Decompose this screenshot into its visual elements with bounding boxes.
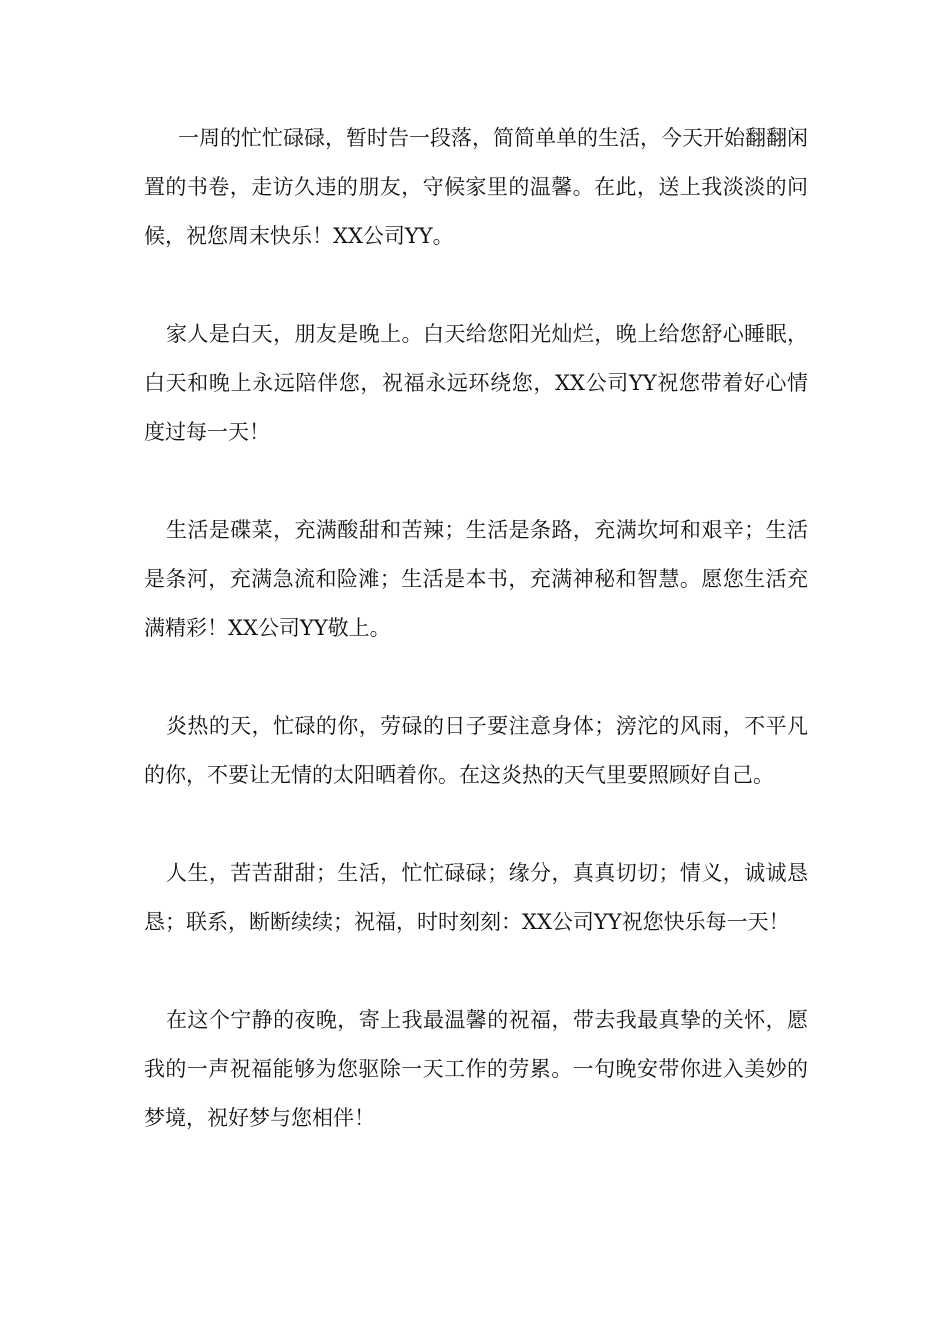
paragraph-spacer xyxy=(144,947,808,996)
paragraph-3: 生活是碟菜，充满酸甜和苦辣；生活是条路，充满坎坷和艰辛；生活是条河，充满急流和险滩；生活是本书，充满神秘和智慧。愿您生活充满精彩！XX公司YY敬上。 xyxy=(144,518,808,640)
paragraph-spacer xyxy=(144,457,808,506)
paragraph-spacer xyxy=(144,261,808,310)
paragraph-spacer xyxy=(144,800,808,849)
paragraph-2: 家人是白天，朋友是晚上。白天给您阳光灿烂，晚上给您舒心睡眠，白天和晚上永远陪伴您，祝福永远环绕您，XX公司YY祝您带着好心情度过每一天！ xyxy=(144,322,808,444)
paragraph-4: 炎热的天，忙碌的你，劳碌的日子要注意身体；滂沱的风雨，不平凡的你，不要让无情的太阳晒着你。在这炎热的天气里要照顾好自己。 xyxy=(144,714,808,787)
document-body xyxy=(144,114,808,1143)
paragraph-1: 一周的忙忙碌碌，暂时告一段落，简简单单的生活，今天开始翻翻闲置的书卷，走访久违的朋友，守候家里的温馨。在此，送上我淡淡的问候，祝您周末快乐！XX公司YY。 xyxy=(144,126,808,248)
paragraph-5: 人生，苦苦甜甜；生活，忙忙碌碌；缘分，真真切切；情义，诚诚恳恳；联系，断断续续；祝福，时时刻刻：XX公司YY祝您快乐每一天！ xyxy=(144,861,808,934)
paragraph-6: 在这个宁静的夜晚，寄上我最温馨的祝福，带去我最真挚的关怀，愿我的一声祝福能够为您驱除一天工作的劳累。一句晚安带你进入美妙的梦境，祝好梦与您相伴！ xyxy=(144,1008,808,1130)
paragraph-spacer xyxy=(144,653,808,702)
